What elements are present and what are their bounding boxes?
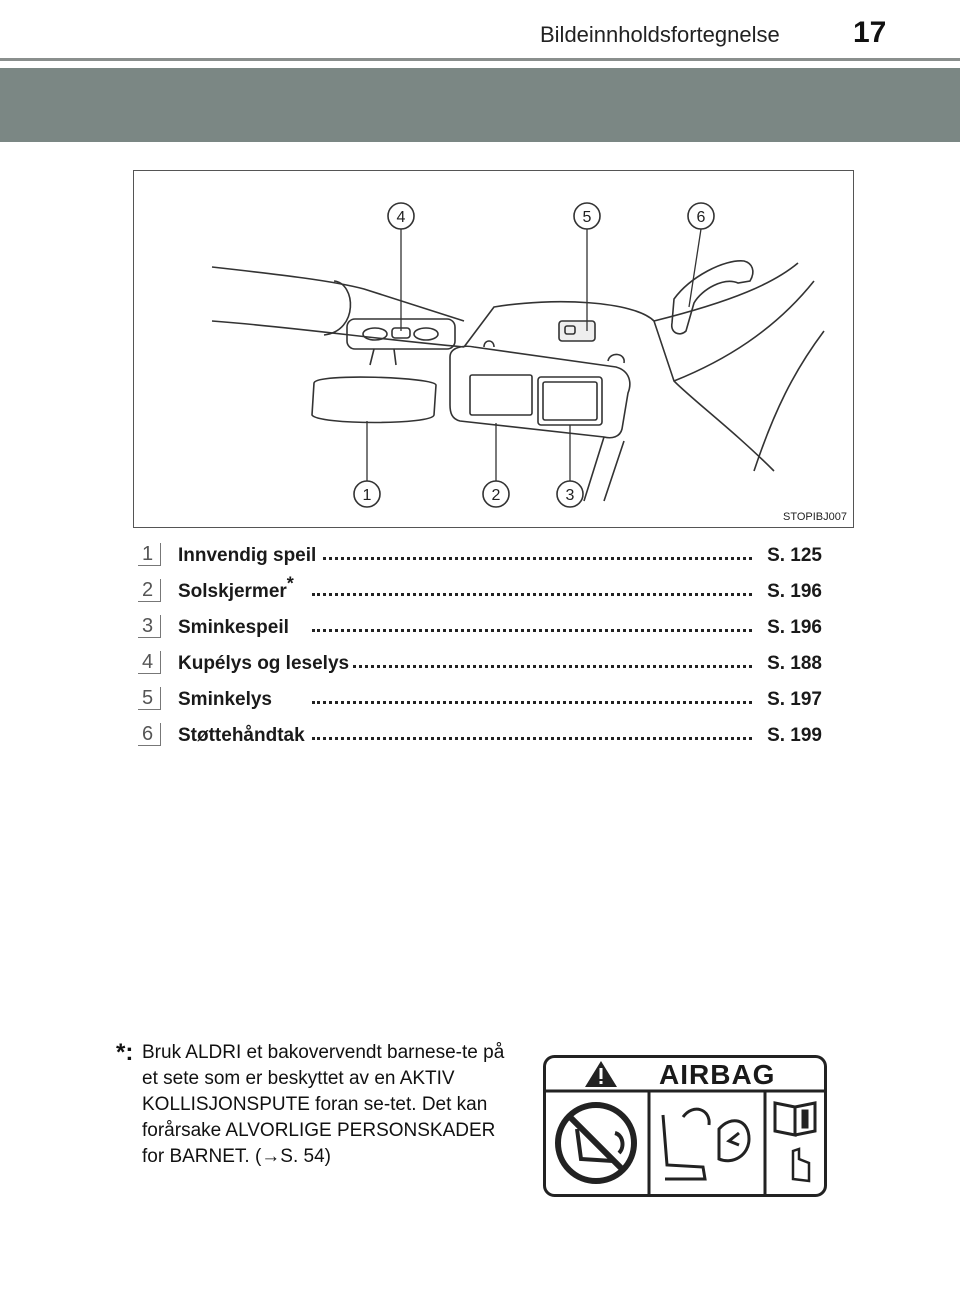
headliner-illustration [133, 170, 854, 528]
legend-label: Sminkelys [178, 689, 272, 710]
callout-2: 2 [491, 487, 501, 504]
dot-leader [312, 629, 752, 632]
legend-number: 6 [142, 723, 154, 745]
callout-1: 1 [362, 487, 372, 504]
callout-5: 5 [582, 209, 592, 226]
dot-leader [312, 665, 752, 668]
figure-code: STOPIBJ007 [783, 511, 847, 523]
page-reference: S. 199 [761, 725, 822, 747]
page-reference: S. 196 [761, 617, 822, 639]
callout-3: 3 [565, 487, 575, 504]
legend-number: 3 [142, 615, 154, 637]
legend-item [142, 573, 822, 613]
dot-leader [312, 593, 752, 596]
legend-label: Solskjermer [178, 581, 287, 602]
dot-leader [312, 737, 752, 740]
page-reference: S. 125 [761, 545, 822, 567]
page-reference: S. 197 [761, 689, 822, 711]
callout-6: 6 [696, 209, 706, 226]
section-title: Bildeinnholdsfortegnelse [540, 22, 780, 47]
title-band [0, 68, 960, 142]
legend-number: 1 [142, 543, 154, 565]
legend-item [142, 613, 822, 649]
dot-leader [312, 557, 752, 560]
page-reference: S. 196 [761, 581, 822, 603]
footnote-text: Bruk ALDRI et bakovervendt barnese-te på et sete som er beskyttet av en AKTIV KOLLISJONSPUTE foran se-tet. Det kan forårsake ALVORLIGE PERSONSKADER for BARNET. (→S. 54) [142, 1042, 505, 1167]
interior-drawing [134, 171, 853, 527]
legend-label: Sminkespeil [178, 617, 289, 638]
footnote-marker: *: [116, 1039, 134, 1066]
page-reference: S. 188 [761, 653, 822, 675]
legend-label: Kupélys og leselys [178, 653, 350, 674]
legend-item [142, 685, 822, 721]
legend-number: 5 [142, 687, 154, 709]
legend-label: Støttehåndtak [178, 725, 305, 746]
page-number: 17 [853, 16, 887, 49]
legend-number: 2 [142, 579, 154, 601]
callout-4: 4 [396, 209, 406, 226]
legend-label: Innvendig speil [178, 545, 317, 566]
legend-number: 4 [142, 651, 154, 673]
dot-leader [312, 701, 752, 704]
legend-item [142, 649, 822, 685]
legend-item [142, 721, 822, 757]
legend-list [142, 541, 822, 757]
footnote-star: * [286, 573, 294, 594]
airbag-warning-label [543, 1055, 827, 1197]
header-rule [0, 58, 960, 61]
airbag-title: AIRBAG [659, 1059, 776, 1090]
legend-item [142, 541, 822, 577]
